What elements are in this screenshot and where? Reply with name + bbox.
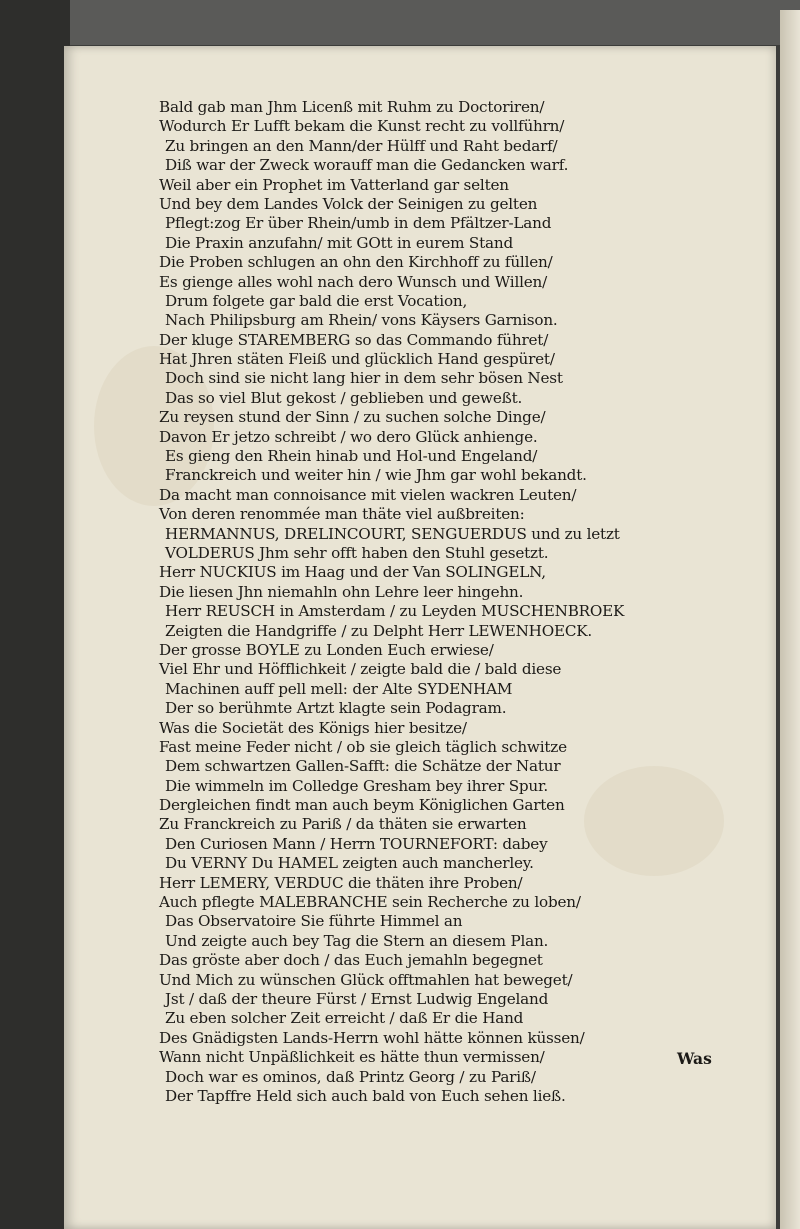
- text-line: Herr NUCKIUS im Haag und der Van SOLINGELN,: [159, 563, 546, 582]
- book-cover-top: [0, 0, 800, 45]
- text-line: Das gröste aber doch / das Euch jemahln begegnet: [159, 951, 543, 970]
- text-line: Zu Franckreich zu Pariß / da thäten sie erwarten: [159, 815, 527, 834]
- text-line: Herr REUSCH in Amsterdam / zu Leyden MUSCHENBROEK: [165, 602, 625, 621]
- text-line: Hat Jhren stäten Fleiß und glücklich Hand gespüret/: [159, 350, 555, 369]
- text-line: Die liesen Jhn niemahln ohn Lehre leer hingehn.: [159, 582, 524, 601]
- text-line: VOLDERUS Jhm sehr offt haben den Stuhl gesetzt.: [165, 543, 549, 562]
- text-line: Und zeigte auch bey Tag die Stern an diesem Plan.: [165, 931, 549, 950]
- text-line: Auch pflegte MALEBRANCHE sein Recherche zu loben/: [159, 893, 581, 912]
- text-line: Pflegt:zog Er über Rhein/umb in dem Pfältzer-Land: [165, 214, 552, 233]
- text-line: Der Tapffre Held sich auch bald von Euch sehen ließ.: [165, 1086, 566, 1105]
- text-line: Franckreich und weiter hin / wie Jhm gar wohl bekandt.: [165, 466, 587, 485]
- text-line: Diß war der Zweck worauff man die Gedancken warf.: [165, 156, 569, 175]
- text-line: Jst / daß der theure Fürst / Ernst Ludwig Engeland: [165, 989, 549, 1008]
- text-line: Nach Philipsburg am Rhein/ vons Käysers Garnison.: [165, 311, 558, 330]
- text-line: Das so viel Blut gekost / geblieben und geweßt.: [165, 388, 523, 407]
- text-line: Das Observatoire Sie führte Himmel an: [165, 912, 463, 931]
- text-line: Der grosse BOYLE zu Londen Euch erwiese/: [159, 640, 494, 659]
- next-page-edge: [780, 10, 800, 1229]
- text-line: Doch sind sie nicht lang hier in dem sehr bösen Nest: [165, 369, 563, 388]
- text-line: Weil aber ein Prophet im Vatterland gar selten: [159, 175, 509, 194]
- text-line: Du VERNY Du HAMEL zeigten auch mancherley.: [165, 854, 534, 873]
- text-line: Wann nicht Unpäßlichkeit es hätte thun vermissen/: [159, 1048, 545, 1067]
- text-line: Davon Er jetzo schreibt / wo dero Glück anhienge.: [159, 427, 538, 446]
- book-page: [64, 46, 776, 1229]
- text-line: Die Proben schlugen an ohn den Kirchhoff zu füllen/: [159, 253, 553, 272]
- text-line: Was die Societät des Königs hier besitze/: [159, 718, 467, 737]
- text-line: Dergleichen findt man auch beym Königlichen Garten: [159, 796, 565, 815]
- catchword: Was: [677, 1049, 712, 1068]
- text-line: Drum folgete gar bald die erst Vocation,: [165, 291, 468, 310]
- text-line: Die Praxin anzufahn/ mit GOtt in eurem Stand: [165, 233, 514, 252]
- text-line: Herr LEMERY, VERDUC die thäten ihre Proben/: [159, 873, 523, 892]
- text-line: Des Gnädigsten Lands-Herrn wohl hätte können küssen/: [159, 1028, 585, 1047]
- text-line: Die wimmeln im Colledge Gresham bey ihrer Spur.: [165, 776, 549, 795]
- text-line: Da macht man connoisance mit vielen wackren Leuten/: [159, 485, 577, 504]
- text-line: Viel Ehr und Höfflichkeit / zeigte bald die / bald diese: [159, 660, 562, 679]
- text-line: Den Curiosen Mann / Herrn TOURNEFORT: dabey: [165, 834, 548, 853]
- text-line: Zu reysen stund der Sinn / zu suchen solche Dinge/: [159, 408, 546, 427]
- text-line: Doch war es ominos, daß Printz Georg / zu Pariß/: [165, 1067, 536, 1086]
- text-line: Dem schwartzen Gallen-Safft: die Schätze der Natur: [165, 757, 561, 776]
- text-line: Bald gab man Jhm Licenß mit Ruhm zu Doctoriren/: [159, 98, 545, 116]
- text-line: HERMANNUS, DRELINCOURT, SENGUERDUS und zu letzt: [165, 524, 620, 543]
- text-line: Machinen auff pell mell: der Alte SYDENHAM: [165, 679, 513, 698]
- text-line: Zu bringen an den Mann/der Hülff und Raht bedarf/: [165, 136, 558, 155]
- text-line: Der kluge STAREMBERG so das Commando führet/: [159, 330, 549, 349]
- text-line: Und Mich zu wünschen Glück offtmahlen hat beweget/: [159, 970, 573, 989]
- text-line: Zu eben solcher Zeit erreicht / daß Er die Hand: [165, 1009, 524, 1028]
- text-line: Es gieng den Rhein hinab und Hol-und Engeland/: [165, 447, 538, 466]
- text-line: Es gienge alles wohl nach dero Wunsch und Willen/: [159, 272, 548, 291]
- book-binding-left: [0, 0, 70, 1229]
- text-line: Und bey dem Landes Volck der Seinigen zu gelten: [159, 194, 538, 213]
- text-line: Von deren renommée man thäte viel außbreiten:: [159, 505, 525, 524]
- text-line: Der so berühmte Artzt klagte sein Podagram.: [165, 699, 507, 718]
- text-line: Fast meine Feder nicht / ob sie gleich täglich schwitze: [159, 737, 567, 756]
- poem-text: [159, 98, 759, 1106]
- text-line: Zeigten die Handgriffe / zu Delpht Herr LEWENHOECK.: [165, 621, 593, 640]
- text-line: Wodurch Er Lufft bekam die Kunst recht zu vollführn/: [159, 117, 565, 136]
